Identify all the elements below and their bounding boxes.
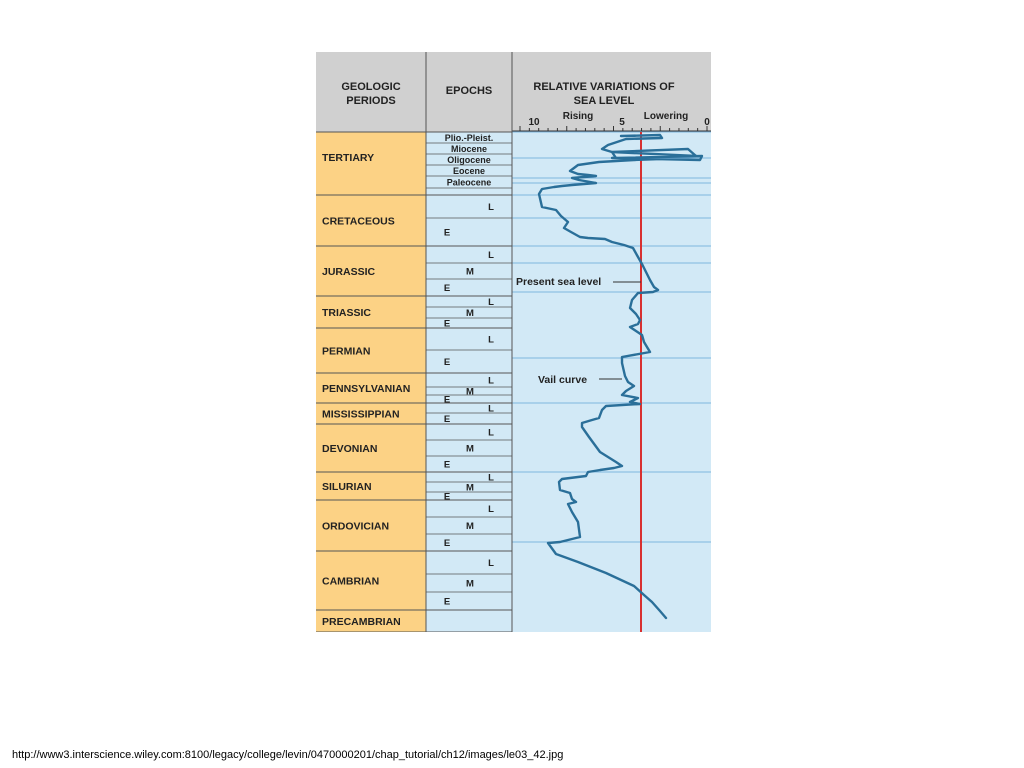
epoch-label: E [443, 357, 451, 368]
epoch-label: Paleocene [446, 177, 492, 188]
epoch-label: E [443, 414, 451, 425]
vail-curve-label: Vail curve [538, 374, 588, 386]
period-name-silurian: SILURIAN [322, 481, 372, 493]
epoch-label: L [488, 504, 494, 515]
epochs-column [426, 132, 512, 632]
scale-label-0: 0 [704, 117, 710, 128]
epoch-label: L [488, 472, 494, 484]
period-name-ordovician: ORDOVICIAN [322, 520, 390, 533]
epoch-label: L [488, 427, 494, 439]
epoch-label: M [466, 308, 474, 319]
lowering-label: Lowering [643, 111, 689, 122]
rising-label: Rising [562, 111, 594, 122]
curve-header-line2: SEA LEVEL [573, 95, 635, 107]
epoch-label: E [443, 394, 451, 406]
curve-header-line1: RELATIVE VARIATIONS OF [533, 81, 675, 93]
periods-header-line1: GEOLOGIC [341, 81, 401, 93]
epoch-label: E [443, 538, 451, 549]
period-name-jurassic: JURASSIC [322, 266, 376, 278]
epoch-label: E [443, 596, 451, 608]
epoch-label: L [488, 334, 494, 346]
period-name-triassic: TRIASSIC [322, 307, 372, 319]
source-url: http://www3.interscience.wiley.com:8100/legacy/college/levin/0470000201/chap_tutorial/ch12/images/le03_42.jpg [12, 749, 564, 761]
epoch-label: Oligocene [447, 155, 491, 165]
epoch-label: L [488, 403, 494, 415]
epoch-label: L [488, 297, 494, 308]
sea-level-chart [316, 52, 711, 632]
period-name-permian: PERMIAN [322, 345, 371, 358]
epoch-label: L [488, 250, 494, 261]
epoch-label: E [443, 318, 451, 330]
epoch-label: M [466, 578, 474, 590]
epoch-label: M [466, 386, 474, 398]
epoch-label: Eocene [452, 166, 486, 176]
epoch-label: Miocene [450, 144, 488, 154]
period-name-devonian: DEVONIAN [322, 443, 378, 455]
epoch-label: M [466, 482, 474, 494]
epoch-label: Plio.-Pleist. [444, 133, 494, 143]
period-name-cambrian: CAMBRIAN [322, 575, 380, 588]
epochs-header: EPOCHS [445, 85, 493, 97]
scale-label-10: 10 [528, 117, 540, 128]
epoch-label: L [488, 558, 494, 569]
epoch-label: L [488, 202, 494, 213]
epoch-label: E [443, 491, 451, 503]
epoch-label: M [466, 266, 474, 278]
epoch-label: E [443, 459, 451, 471]
epoch-label: E [443, 227, 451, 239]
periods-header-line2: PERIODS [346, 95, 396, 107]
period-name-pennsylvanian: PENNSYLVANIAN [322, 383, 411, 395]
scale-label-5: 5 [619, 117, 625, 128]
period-name-tertiary: TERTIARY [322, 152, 375, 164]
epoch-label: M [466, 443, 474, 455]
period-name-precambrian: PRECAMBRIAN [322, 616, 401, 628]
period-name-cretaceous: CRETACEOUS [322, 215, 395, 228]
periods-column [316, 132, 426, 632]
epoch-label: E [443, 283, 451, 294]
epoch-label: L [488, 375, 494, 387]
epoch-label: M [466, 521, 474, 532]
period-name-mississippian: MISSISSIPPIAN [322, 408, 400, 421]
present-sea-level-label: Present sea level [516, 276, 602, 288]
